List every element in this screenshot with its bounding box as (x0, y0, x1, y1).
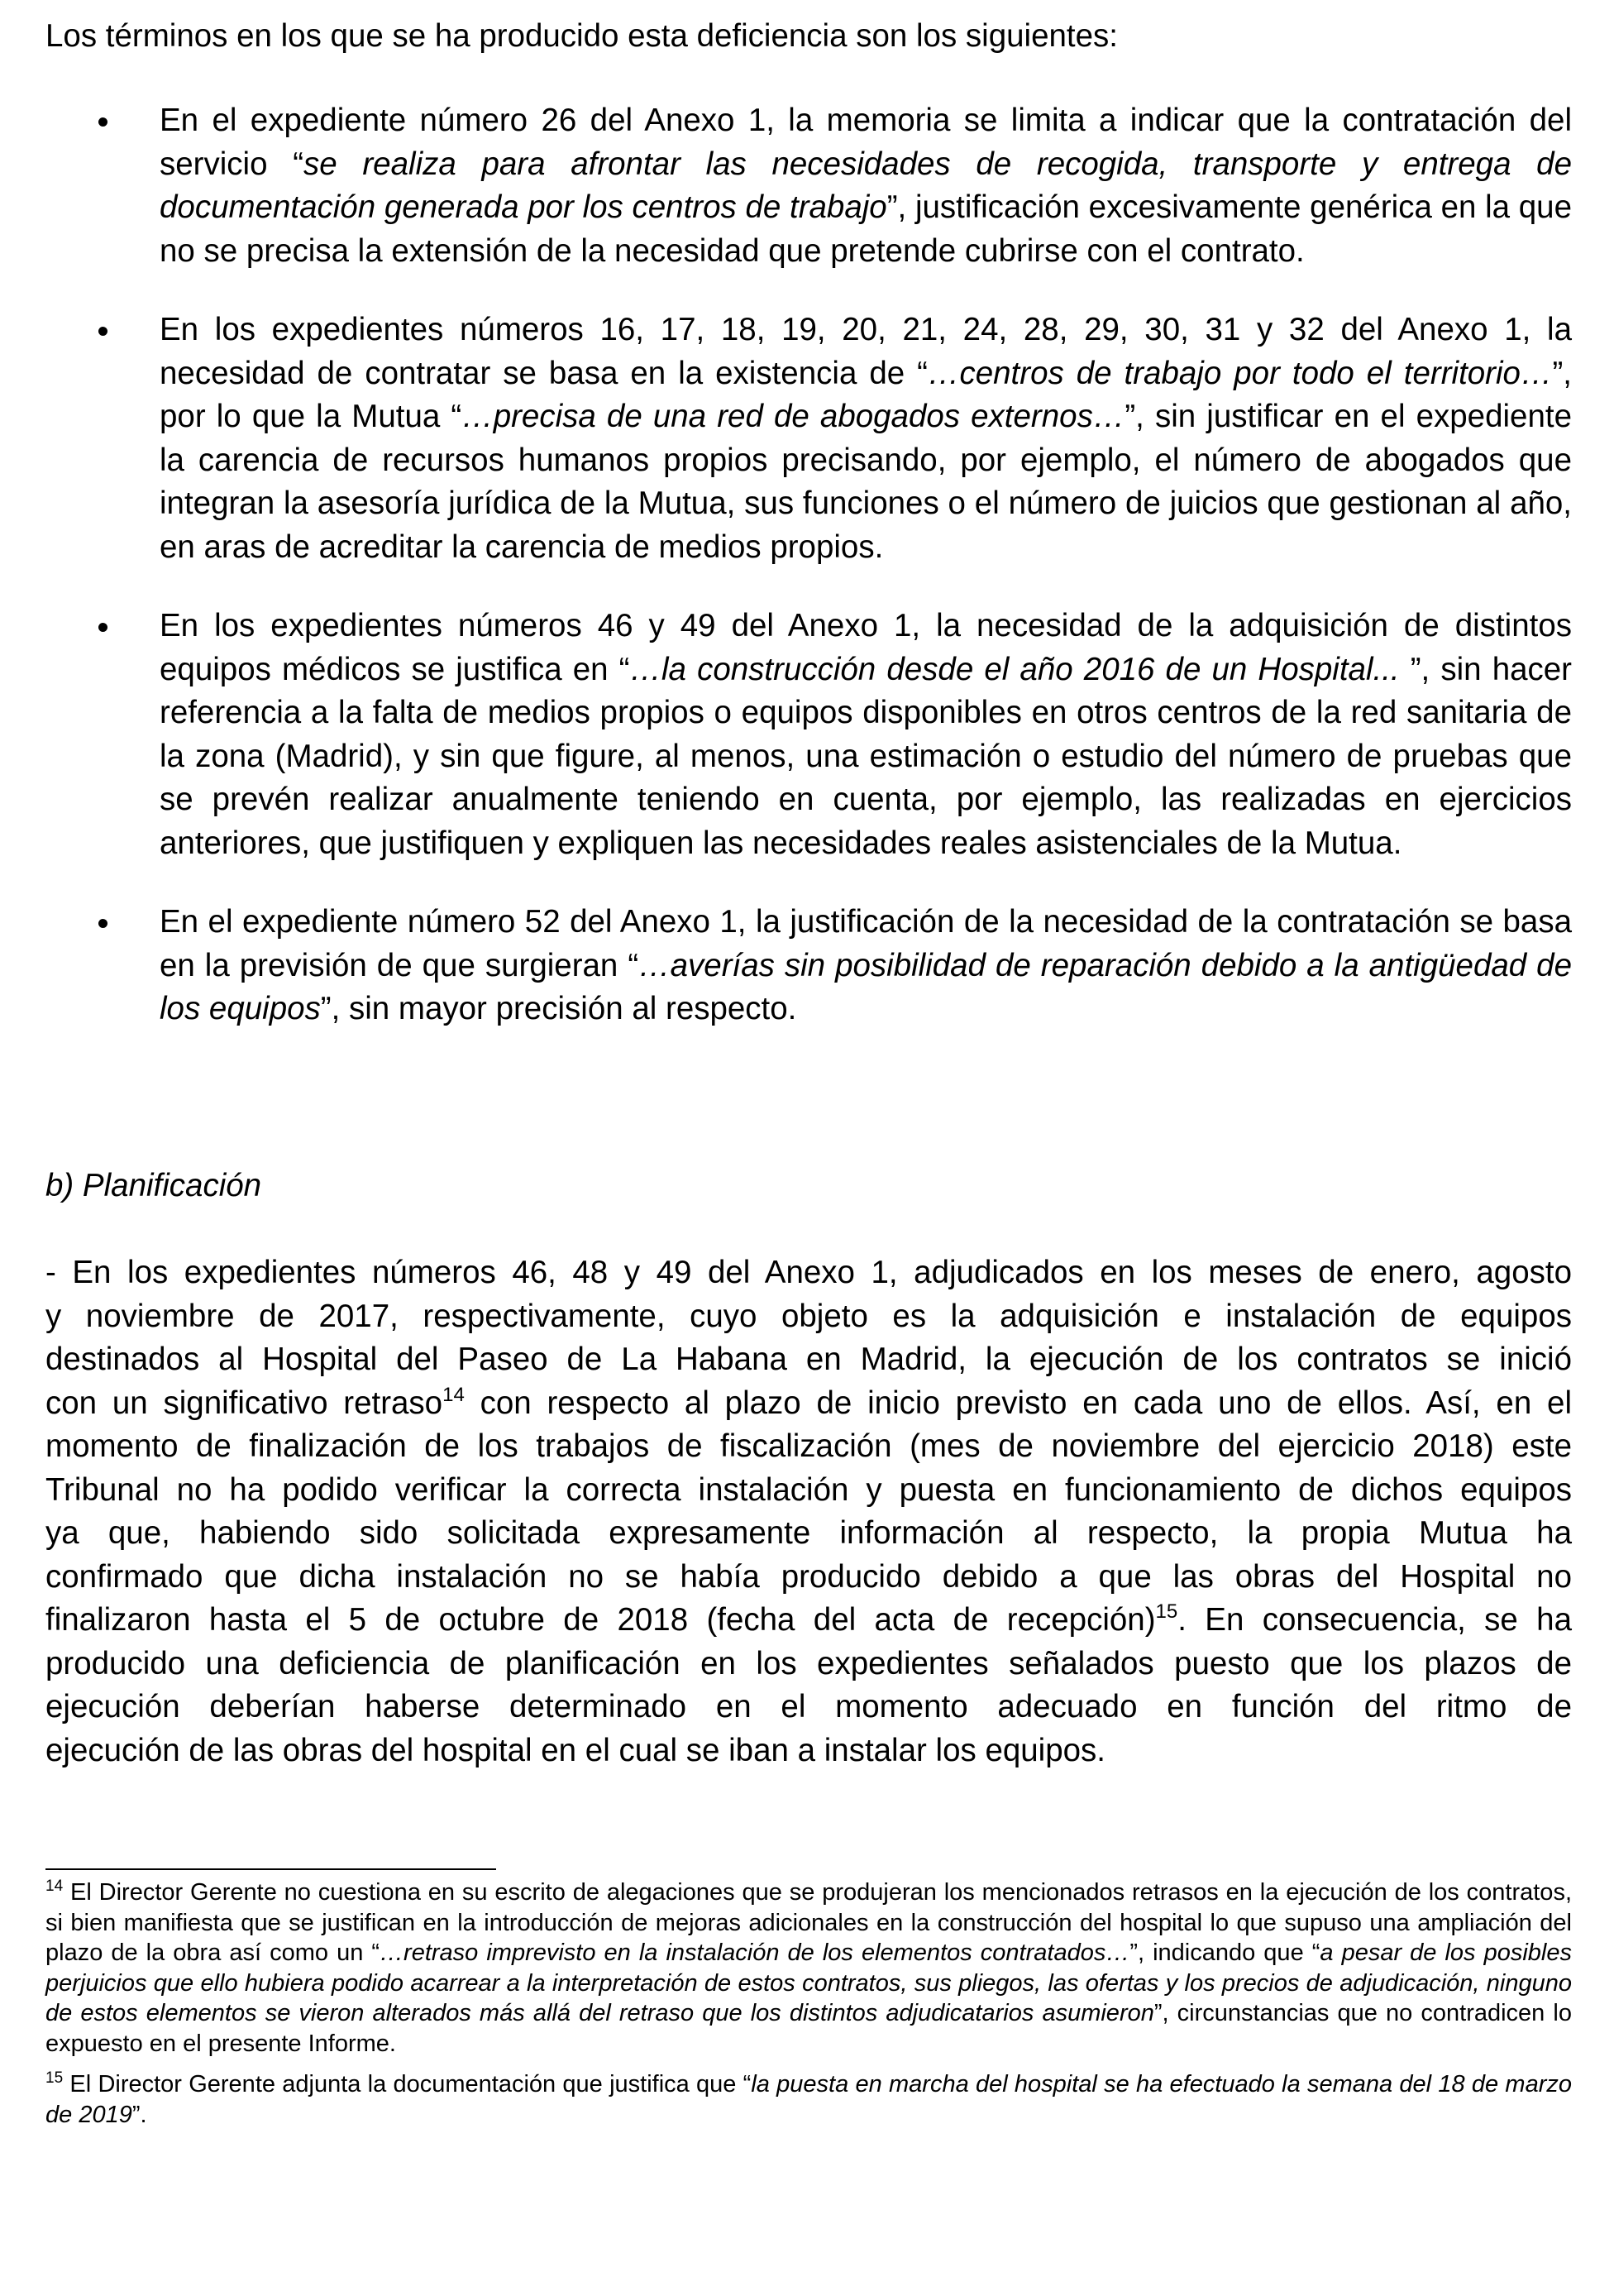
bullet-quote: …centros de trabajo por todo el territorio… (927, 355, 1553, 391)
line-text: con un significativo retraso (45, 1385, 443, 1421)
list-item (45, 99, 1572, 273)
line-text: con respecto al plazo de inicio previsto en cada uno de ellos. Así, en el (464, 1385, 1572, 1421)
paragraph-line: destinados al Hospital del Paseo de La Habana en Madrid, la ejecución de los contratos se inició (45, 1342, 1572, 1377)
bullet-text-before: En los expedientes números 46 y 49 del Anexo 1, la necesidad de la adquisición de distintos equipos médicos se justifica en “ (160, 608, 1572, 687)
footnote-divider (45, 1868, 496, 1870)
footnote-number: 15 (45, 2069, 64, 2087)
bullet-quote: …averías sin posibilidad de reparación debido a la antigüedad de los equipos (160, 947, 1572, 1026)
line-text: . En consecuencia, se ha (1177, 1602, 1572, 1638)
footnote-15 (45, 2069, 1572, 2130)
bullet-text-before: En los expedientes números 16, 17, 18, 19, 20, 21, 24, 28, 29, 30, 31 y 32 del Anexo 1, la necesidad de contratar se basa en la existencia de “ (160, 312, 1572, 391)
paragraph-line: producido una deficiencia de planificación en los expedientes señalados puesto que los plazos de (45, 1645, 1572, 1681)
footnote-reference-15: 15 (1155, 1600, 1178, 1623)
paragraph-line: Tribunal no ha podido verificar la correcta instalación y puesta en funcionamiento de dichos equipos (45, 1471, 1572, 1508)
list-item (45, 309, 1572, 569)
bullet-quote: …precisa de una red de abogados externos… (461, 399, 1125, 434)
deficiency-list (45, 99, 1572, 1031)
section-heading: b) Planificación (45, 1168, 262, 1203)
planning-paragraph (45, 1251, 1572, 1772)
footnote-text: ”. (131, 2101, 147, 2128)
bullet-icon (98, 623, 107, 632)
footnote-quote: la puesta en marcha del hospital se ha efectuado la semana del 18 de marzo de 2019 (45, 2071, 1572, 2128)
footnote-reference-14: 14 (442, 1383, 465, 1406)
paragraph-line: ya que, habiendo sido solicitada expresamente información al respecto, la propia Mutua ha (45, 1515, 1572, 1551)
bullet-icon (98, 327, 107, 336)
bullet-text-before: En el expediente número 26 del Anexo 1, la memoria se limita a indicar que la contratación del servicio “ (160, 103, 1572, 182)
bullet-text-before: En el expediente número 52 del Anexo 1, la justificación de la necesidad de la contratación se basa en la previsión de que surgieran “ (160, 904, 1572, 983)
bullet-text-after: ”, sin mayor precisión al respecto. (320, 991, 797, 1026)
footnote-text: ”, circunstancias que no contradicen lo expuesto en el presente Informe. (45, 2000, 1572, 2057)
paragraph-line: - En los expedientes números 46, 48 y 49 del Anexo 1, adjudicados en los meses de enero, agosto (45, 1255, 1572, 1290)
paragraph-line (45, 1382, 1572, 1426)
bullet-quote: …la construcción desde el año 2016 de un Hospital... (629, 651, 1400, 687)
bullet-icon (98, 919, 107, 928)
list-item (45, 901, 1572, 1031)
footnotes (45, 1877, 1572, 2141)
paragraph-line: ejecución deberían haberse determinado en el momento adecuado en función del ritmo de (45, 1689, 1572, 1724)
bullet-text-after: ”, sin justificar en el expediente la carencia de recursos humanos propios precisando, por ejemplo, el número de abogados que integran la asesoría jurídica de la Mutua, sus funciones o el número de juicios que gestionan al año, en aras de acreditar la carencia de medios propios. (160, 399, 1572, 565)
line-text: finalizaron hasta el 5 de octubre de 2018 (fecha del acta de recepción) (45, 1602, 1156, 1638)
footnote-14 (45, 1877, 1572, 2059)
paragraph-line: confirmado que dicha instalación no se había producido debido a que las obras del Hospital no (45, 1558, 1572, 1595)
bullet-icon (98, 117, 107, 127)
footnote-text: ”, indicando que “ (1129, 1940, 1320, 1966)
paragraph-line: y noviembre de 2017, respectivamente, cuyo objeto es la adquisición e instalación de equipos (45, 1298, 1572, 1334)
paragraph-line: momento de finalización de los trabajos de fiscalización (mes de noviembre del ejercicio 2018) este (45, 1428, 1572, 1464)
footnote-text: El Director Gerente no cuestiona en su escrito de alegaciones que se produjeran los mencionados retrasos en la ejecución de los contratos, si bien manifiesta que se justifican en la introducción de mejoras adicionales en la construcción del hospital lo que supuso una ampliación del plazo de la obra así como un “ (45, 1879, 1572, 1966)
list-item (45, 605, 1572, 865)
bullet-text-middle: ”, por lo que la Mutua “ (160, 355, 1572, 434)
bullet-text-after: ”, sin hacer referencia a la falta de medios propios o equipos disponibles en otros centros de la red sanitaria de la zona (Madrid), y sin que figure, al menos, una estimación o estudio del número de pruebas que se prevén realizar anualmente teniendo en cuenta, por ejemplo, las realizadas en ejercicios anteriores, que justifiquen y expliquen las necesidades reales asistenciales de la Mutua. (160, 651, 1572, 861)
footnote-quote: a pesar de los posibles perjuicios que ello hubiera podido acarrear a la interpretación de estos contratos, sus pliegos, las ofertas y los precios de adjudicación, ninguno de estos elementos se vieron alterados más allá del retraso que los distintos adjudicatarios asumieron (45, 1940, 1572, 2026)
footnote-number: 14 (45, 1877, 64, 1895)
intro-paragraph: Los términos en los que se ha producido esta deficiencia son los siguientes: (45, 18, 1118, 54)
paragraph-line (45, 1599, 1572, 1643)
footnote-quote: …retraso imprevisto en la instalación de los elementos contratados… (380, 1940, 1130, 1966)
paragraph-line: ejecución de las obras del hospital en el cual se iban a instalar los equipos. (45, 1732, 1106, 1768)
footnote-text: El Director Gerente adjunta la documentación que justifica que “ (63, 2071, 752, 2097)
bullet-quote: se realiza para afrontar las necesidades de recogida, transporte y entrega de documentación generada por los centros de trabajo (160, 146, 1572, 225)
bullet-text-after: ”, justificación excesivamente genérica en la que no se precisa la extensión de la necesidad que pretende cubrirse con el contrato. (160, 189, 1573, 269)
